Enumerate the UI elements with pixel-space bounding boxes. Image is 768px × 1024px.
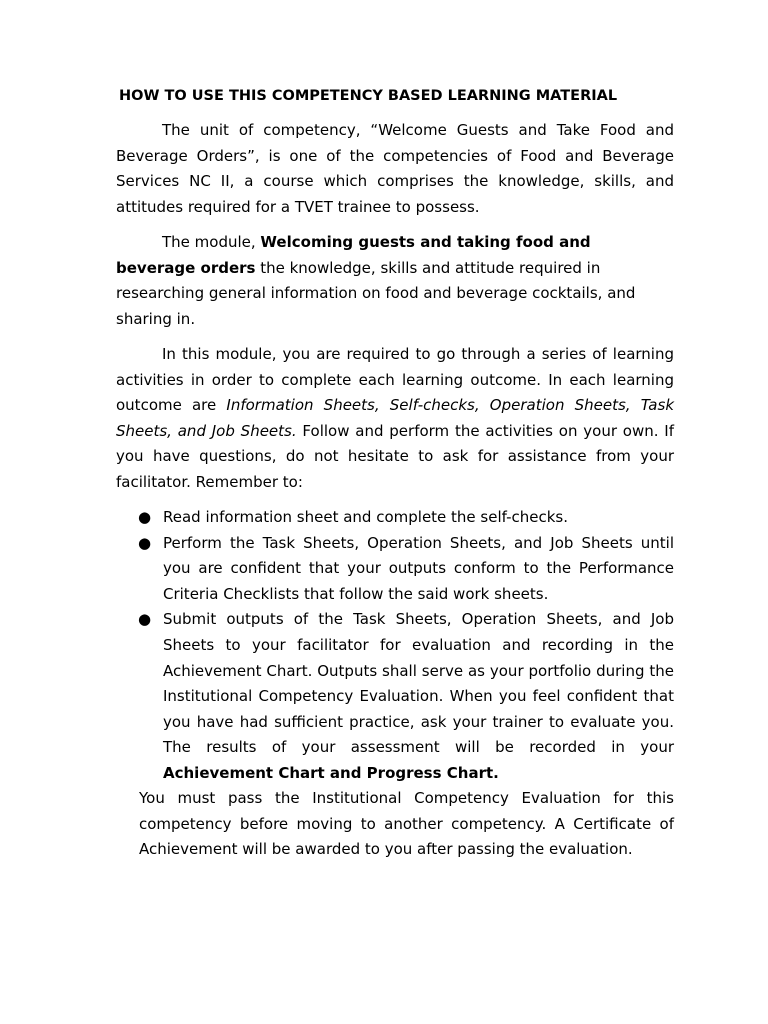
page-title: HOW TO USE THIS COMPETENCY BASED LEARNING MATERIAL — [119, 88, 618, 104]
module-paragraph-rest: the knowledge, skills and attitude required in researching general information on food and beverage cocktails, and sharing in. — [116, 258, 636, 328]
module-paragraph-lead: The module, — [162, 233, 261, 251]
chart-names: Achievement Chart and Progress Chart. — [163, 763, 499, 782]
list-item-text: Submit outputs of the Task Sheets, Operation Sheets, and Job Sheets to your facilitator for evaluation and recording in the Achievement Chart. Outputs shall serve as your portfolio during the Institutional Competency Evaluation. When you feel confident that you have had sufficient practice, ask your trainer to evaluate you. The results of your assessment will be recorded in your — [163, 610, 674, 757]
bullet-icon: ● — [138, 610, 152, 629]
list-item-text: Read information sheet and complete the self-checks. — [163, 508, 569, 526]
module-paragraph — [116, 230, 674, 332]
instructions-rest: Follow and perform the activities on your own. If you have questions, do not hesitate to ask for assistance from your facilitator. Remember to: — [116, 421, 674, 491]
sheet-types: Information Sheets, Self-checks, Operation Sheets, Task Sheets, and Job Sheets. — [116, 396, 675, 440]
list-item — [138, 607, 674, 786]
module-name: Welcoming guests and taking food and beverage orders — [116, 233, 591, 277]
bullet-icon: ● — [138, 508, 152, 526]
instructions-paragraph — [116, 342, 674, 496]
list-item-text: Perform the Task Sheets, Operation Sheets, and Job Sheets until you are confident that your outputs conform to the Performance Criteria Checklists that follow the said work sheets. — [163, 533, 674, 603]
closing-paragraph: You must pass the Institutional Competency Evaluation for this competency before moving to another competency. A Certificate of Achievement will be awarded to you after passing the evaluation. — [139, 789, 674, 859]
reminder-list — [138, 505, 674, 787]
instructions-lead: In this module, you are required to go through a series of learning activities in order to complete each learning outcome. In each learning outcome are — [116, 345, 674, 415]
intro-paragraph: The unit of competency, “Welcome Guests and Take Food and Beverage Orders”, is one of the competencies of Food and Beverage Services NC II, a course which comprises the knowledge, skills, and attitudes required for a TVET trainee to possess. — [116, 121, 674, 216]
bullet-icon: ● — [138, 533, 152, 552]
list-item — [138, 531, 674, 608]
list-item — [138, 505, 674, 531]
